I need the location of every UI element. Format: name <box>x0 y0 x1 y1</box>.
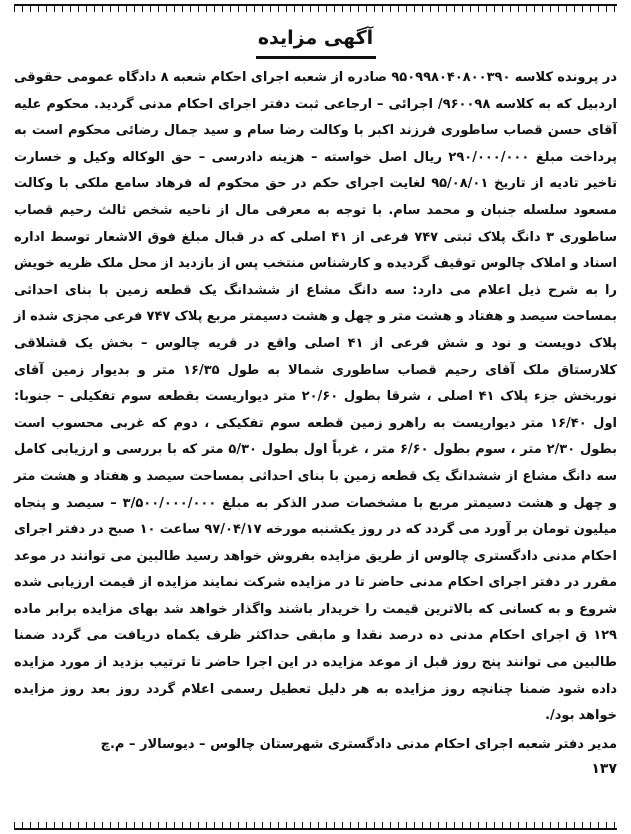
notice-signature: مدیر دفتر شعبه اجرای احکام مدنی دادگستری شهرستان چالوس – دیوسالار – م.چ <box>100 736 617 752</box>
bottom-border-rule <box>14 818 617 830</box>
notice-title: آگهی مزایده <box>257 27 374 49</box>
top-border-rule <box>14 4 617 18</box>
notice-code: ۱۳۷ <box>591 760 617 777</box>
notice-body: در پرونده کلاسه ۹۵۰۹۹۸۰۴۰۸۰۰۳۹۰ صادره از شعبه اجرای احکام شعبه ۸ دادگاه عمومی حقوقی اردبیل که به کلاسه ۹۶۰۰۹۸/ اجرائی – ارجاعی ثبت دفتر اجرای احکام مدنی گردید. محکوم علیه آقای حسن قصاب ساطوری فرزند اکبر با وکالت رضا سام و سید جمال رضائی محکوم است به پرداخت مبلغ ۲۹۰/۰۰۰/۰۰۰ ریال اصل خواسته – هزینه دادرسی – حق الوکاله وکیل و خسارت تاخیر تادیه از تاریخ ۹۵/۰۸/۰۱ لغایت اجرای حکم در حق محکوم له فرهاد سامع ملکی با وکالت مسعود سلسله جنبان و محمد سام. با توجه به معرفی مال از ناحیه شخص ثالث رحیم قصاب ساطوری ۳ دانگ پلاک ثبتی ۷۴۷ فرعی از ۴۱ اصلی که در قبال مبلغ فوق الاشعار توسط اداره اسناد و املاک چالوس توقیف گردیده و کارشناس منتخب پس از بازدید از محل ملک ظریه خویش را به شرح ذیل اعلام می دارد: سه دانگ مشاع از ششدانگ یک قطعه زمین با بنای احداثی بمساحت سیصد و هفتاد و هشت متر و چهل و هشت دسیمتر مربع پلاک ۷۴۷ فرعی مجزی شده از پلاک دویست و نود و شش فرعی از ۴۱ اصلی واقع در قریه چالوس – بخش یک قشلاقی کلارستاق ملک آقای رحیم قصاب ساطوری شمالا به طول ۱۶/۳۵ متر و بدیوار زمین آقای نوربخش جزء پلاک ۴۱ اصلی ، شرقا بطول ۲۰/۶۰ متر دیواریست بقطعه سوم تفکیلی – جنوبا: اول ۱۶/۴۰ متر دیواریست به راهرو زمین قطعه سوم تفکیکی ، دوم که غربی محسوب است بطول ۲/۳۰ متر ، سوم بطول ۶/۶۰ متر ، غرباً اول بطول ۵/۳۰ متر که با بررسی و ارزیابی کامل سه دانگ مشاع از ششدانگ یک قطعه زمین با بنای احداثی بمساحت سیصد و هفتاد و هشت متر و چهل و هشت دسیمتر مربع با مشخصات صدر الذکر به مبلغ ۳/۵۰۰/۰۰۰/۰۰۰ – سیصد و پنجاه میلیون تومان بر آورد می گردد که در روز یکشنبه مورخه ۹۷/۰۴/۱۷ ساعت ۱۰ صبح در دفتر اجرای احکام مدنی دادگستری چالوس از طریق مزایده بفروش خواهد رسید طالبین می توانند در موعد مقرر در دفتر اجرای احکام مدنی حاضر تا در مزایده شرکت نمایند مزایده از قیمت ارزیابی شده شروع و به کسانی که بالاترین قیمت را خریدار باشند واگذار خواهد شد بهای مزایده برابر ماده ۱۲۹ ق اجرای احکام مدنی ده درصد نقدا و مابقی حداکثر ظرف یکماه دریافت می گردد ضمنا طالبین می توانند پنج روز قبل از موعد مزایده در این اجرا حاضر تا ترتیب بزدید از مورد مزایده داده شود ضمنا چنانچه روز مزایده به هر دلیل تعطیل رسمی اعلام گردد روز بعد روز مزایده خواهد بود/. <box>14 70 618 724</box>
title-underline <box>256 56 376 59</box>
